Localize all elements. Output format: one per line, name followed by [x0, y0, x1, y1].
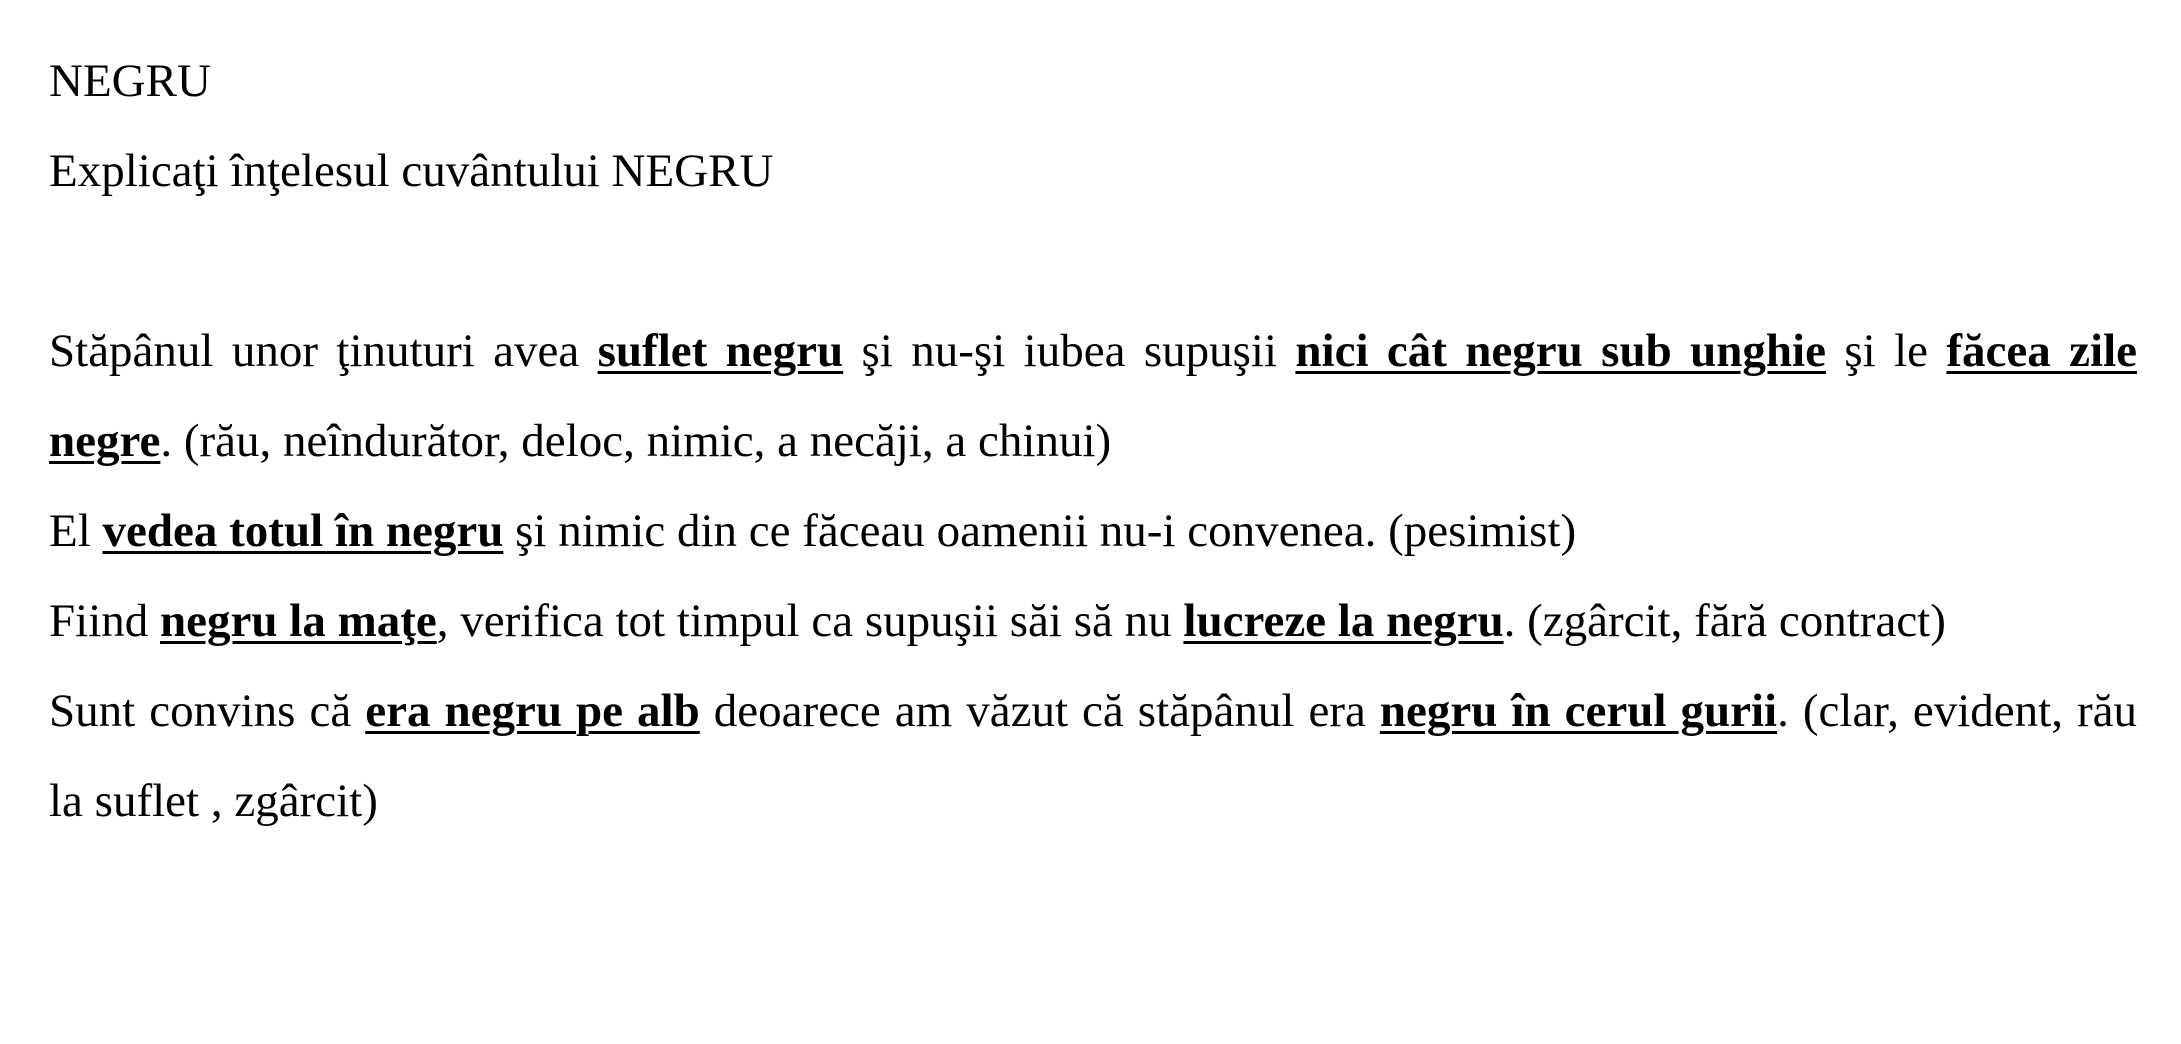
idiom-phrase: lucreze la negru — [1183, 595, 1504, 647]
idiom-phrase: negru la maţe — [160, 595, 437, 647]
idiom-phrase: nici cât negru sub unghie — [1295, 325, 1826, 377]
idiom-phrase: suflet negru — [597, 325, 844, 377]
document-subtitle: Explicaţi înţelesul cuvântului NEGRU — [49, 145, 774, 197]
paragraph-3 — [49, 576, 2137, 666]
text-segment: El — [49, 505, 103, 557]
text-segment: , verifica tot timpul ca supuşii săi să nu — [436, 595, 1184, 647]
idiom-phrase: vedea totul în negru — [102, 505, 504, 557]
paragraph-1 — [49, 306, 2137, 486]
text-segment: . (zgârcit, fără contract) — [1503, 595, 1946, 647]
document-body — [49, 306, 2137, 846]
text-segment: şi nu-şi iubea supuşii — [843, 325, 1296, 377]
idiom-phrase: făcea zile negre — [49, 325, 2137, 467]
text-segment: . (rău, neîndurător, deloc, nimic, a necăji, a chinui) — [160, 415, 1112, 467]
text-segment: şi nimic din ce făceau oamenii nu-i convenea. (pesimist) — [503, 505, 1577, 557]
document-title: NEGRU — [49, 55, 211, 107]
paragraph-2 — [49, 486, 2137, 576]
text-segment: Sunt convins că — [49, 685, 366, 737]
idiom-phrase: negru în cerul gurii — [1379, 685, 1778, 737]
text-segment: Fiind — [49, 595, 161, 647]
text-segment: Stăpânul unor ţinuturi avea — [49, 325, 598, 377]
text-segment: deoarece am văzut că stăpânul era — [699, 685, 1380, 737]
paragraph-4 — [49, 666, 2137, 846]
idiom-phrase: era negru pe alb — [365, 685, 700, 737]
text-segment: . (clar, evident, rău la suflet , zgârcit) — [49, 685, 2137, 827]
text-segment: şi le — [1825, 325, 1947, 377]
